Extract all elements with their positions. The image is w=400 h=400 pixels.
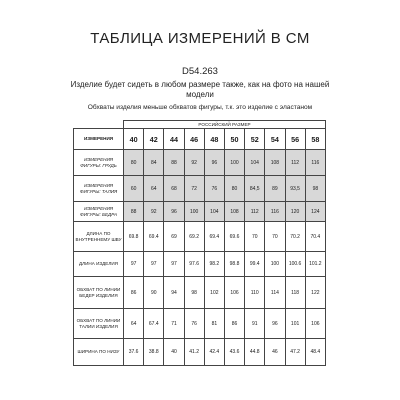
table-cell: 60 [124,176,144,202]
table-cell: 69.8 [124,222,144,252]
size-header-cell: 50 [224,129,244,150]
page-title: ТАБЛИЦА ИЗМЕРЕНИЙ В СМ [90,30,310,47]
table-cell: 80 [224,176,244,202]
table-cell: 91 [245,309,265,339]
table-cell: 37.6 [124,339,144,366]
table-cell: 69.4 [204,222,224,252]
table-cell: 81 [204,309,224,339]
table-cell: 98.8 [224,252,244,277]
table-cell: 93,5 [285,176,305,202]
table-cell: 67.4 [144,309,164,339]
table-cell: 96 [265,309,285,339]
table-cell: 88 [124,202,144,222]
table-cell: 76 [204,176,224,202]
table-cell: 69.6 [224,222,244,252]
table-cell: 108 [265,150,285,176]
row-label: ИЗМЕРЕНИЯ ФИГУРЫ: ТАЛИЯ [74,176,124,202]
table-cell: 70.4 [305,222,325,252]
size-header-cell: 42 [144,129,164,150]
size-header-cell: 44 [164,129,184,150]
table-cell: 40 [164,339,184,366]
table-cell: 97 [164,252,184,277]
stretch-note: Обхваты изделия меньше обхватов фигуры, т.к. это изделие с эластаном [87,104,313,111]
table-row [74,309,326,339]
table-cell: 96 [164,202,184,222]
table-cell: 46 [265,339,285,366]
table-cell: 72 [184,176,204,202]
size-header-cell: 40 [124,129,144,150]
table-cell: 86 [224,309,244,339]
group-header: РОССИЙСКИЙ РАЗМЕР [124,121,326,129]
table-cell: 88 [164,150,184,176]
table-cell: 100 [265,252,285,277]
table-cell: 47.2 [285,339,305,366]
table-row [74,252,326,277]
table-cell: 97.6 [184,252,204,277]
table-cell: 90 [144,277,164,309]
table-cell: 97 [124,252,144,277]
table-cell: 120 [285,202,305,222]
size-header-cell: 46 [184,129,204,150]
table-cell: 64 [124,309,144,339]
table-row [74,176,326,202]
table-cell: 71 [164,309,184,339]
size-header-cell: 54 [265,129,285,150]
article-code: D54.263 [182,66,218,77]
table-cell: 70 [245,222,265,252]
table-cell: 43.6 [224,339,244,366]
table-cell: 69.2 [184,222,204,252]
table-cell: 116 [265,202,285,222]
table-cell: 70.2 [285,222,305,252]
table-row [74,277,326,309]
table-cell: 102 [204,277,224,309]
size-header-cell: 48 [204,129,224,150]
table-cell: 104 [204,202,224,222]
table-cell: 84,5 [245,176,265,202]
table-cell: 116 [305,150,325,176]
table-cell: 118 [285,277,305,309]
table-cell: 76 [184,309,204,339]
table-cell: 112 [245,202,265,222]
table-row [74,202,326,222]
table-cell: 100 [224,150,244,176]
table-cell: 84 [144,150,164,176]
table-cell: 98.2 [204,252,224,277]
size-header-cell: 52 [245,129,265,150]
table-cell: 41.2 [184,339,204,366]
table-row [74,339,326,366]
size-header-row [74,129,326,150]
table-cell: 110 [245,277,265,309]
row-label: ОБХВАТ ПО ЛИНИИ ТАЛИИ ИЗДЕЛИЯ [74,309,124,339]
size-header-cell: 56 [285,129,305,150]
table-cell: 64 [144,176,164,202]
table-cell: 100.6 [285,252,305,277]
row-label: ДЛИНА ИЗДЕЛИЯ [74,252,124,277]
table-cell: 99.4 [245,252,265,277]
row-label: ИЗМЕРЕНИЯ ФИГУРЫ: БЕДРА [74,202,124,222]
table-row [74,150,326,176]
table-cell: 69 [164,222,184,252]
size-header-cell: 58 [305,129,325,150]
table-cell: 101 [285,309,305,339]
table-cell: 70 [265,222,285,252]
table-cell: 104 [245,150,265,176]
table-cell: 97 [144,252,164,277]
size-table [73,120,326,366]
fit-note: Изделие будет сидеть в любом размере также, как на фото на нашей модели [70,80,330,99]
table-cell: 106 [305,309,325,339]
table-cell: 101.2 [305,252,325,277]
table-cell: 92 [144,202,164,222]
row-label: ОБХВАТ ПО ЛИНИИ БЕДЕР ИЗДЕЛИЯ [74,277,124,309]
table-corner [74,121,124,129]
table-cell: 122 [305,277,325,309]
table-cell: 106 [224,277,244,309]
table-cell: 98 [305,176,325,202]
table-cell: 68 [164,176,184,202]
row-label: ДЛИНА ПО ВНУТРЕННЕМУ ШВУ [74,222,124,252]
table-cell: 94 [164,277,184,309]
table-cell: 98 [184,277,204,309]
table-cell: 100 [184,202,204,222]
row-header: ИЗМЕРЕНИЯ [74,129,124,150]
table-row [74,222,326,252]
table-cell: 44.8 [245,339,265,366]
table-cell: 108 [224,202,244,222]
table-cell: 86 [124,277,144,309]
row-label: ШИРИНА ПО НИЗУ [74,339,124,366]
table-cell: 124 [305,202,325,222]
table-body [74,150,326,366]
table-cell: 92 [184,150,204,176]
table-cell: 112 [285,150,305,176]
table-cell: 38.8 [144,339,164,366]
table-cell: 89 [265,176,285,202]
table-cell: 96 [204,150,224,176]
table-cell: 114 [265,277,285,309]
table-cell: 48.4 [305,339,325,366]
row-label: ИЗМЕРЕНИЯ ФИГУРЫ: ГРУДЬ [74,150,124,176]
table-cell: 80 [124,150,144,176]
table-cell: 69.4 [144,222,164,252]
table-cell: 42.4 [204,339,224,366]
